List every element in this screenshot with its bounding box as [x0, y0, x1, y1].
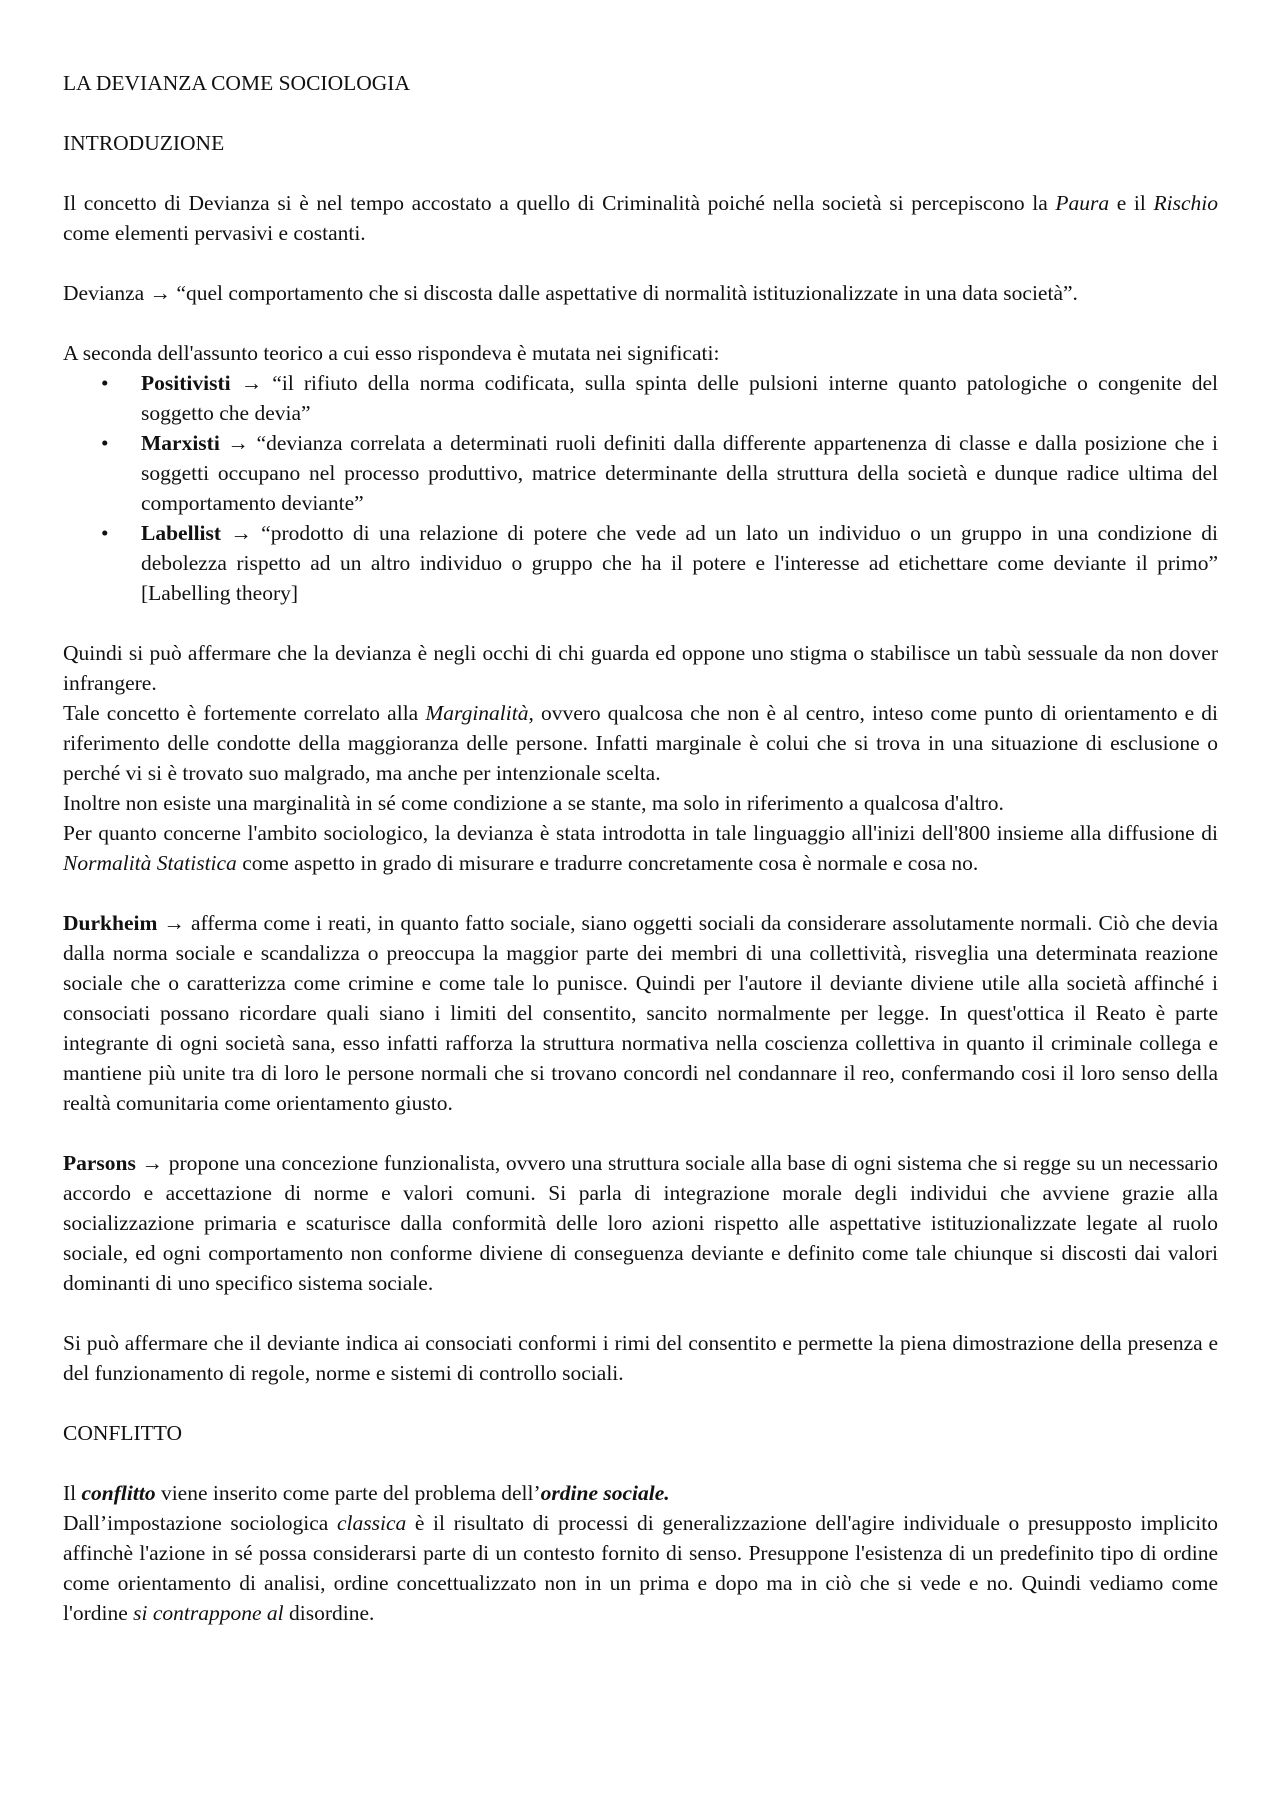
bullet-icon: • — [101, 431, 109, 455]
author-name-parsons: Parsons — [63, 1151, 136, 1175]
list-item-text: → “devianza correlata a determinati ruoli definiti dalla differente appartenenza di classe e dalla posizione che i soggetti occupano nel processo produttivo, matrice determinante della struttura della società e dunque radice ultima del comportamento deviante” — [141, 431, 1218, 515]
italic-term-classica: classica — [336, 1511, 407, 1535]
text-run: Il — [63, 1481, 82, 1505]
paragraph-impostazione-classica — [63, 1508, 1218, 1628]
text-run: → propone una concezione funzionalista, ovvero una struttura sociale alla base di ogni sistema che si regge su un necessario accordo e accettazione di norme e valori comuni. Si parla di integrazione morale degli individui che avviene grazie alla socializzazione primaria e scaturisce dalla conformità delle loro azioni rispetto alle aspettative istituzionalizzate legate al ruolo sociale, ed ogni comportamento non conforme diviene di conseguenza deviante e definito come tale chiunque si discosti dai valori dominanti di uno specifico sistema sociale. — [63, 1151, 1218, 1295]
paragraph-intro — [63, 188, 1218, 248]
paragraph-ambito-sociologico — [63, 818, 1218, 878]
paragraph-conflitto-intro — [63, 1478, 1218, 1508]
text-run: e il — [1109, 191, 1154, 215]
bold-italic-term-conflitto: conflitto — [81, 1481, 156, 1505]
text-run: Dall’impostazione sociologica — [63, 1511, 337, 1535]
text-run: , ovvero qualcosa che non è al centro, inteso come punto di orientamento e di riferimento delle condotte della maggioranza delle persone. Infatti marginale è colui che si trova in una situazione di esclusione o perché vi si è trovato suo malgrado, ma anche per intenzionale scelta. — [63, 701, 1219, 785]
list-item-marxisti — [63, 428, 1218, 518]
list-item-text: → “il rifiuto della norma codificata, sulla spinta delle pulsioni interne quanto patologiche o congenite del soggetto che devia” — [141, 371, 1218, 425]
bullet-list-theories — [63, 368, 1218, 608]
list-item-text: → “prodotto di una relazione di potere che vede ad un lato un individuo o un gruppo in una condizione di debolezza rispetto ad un altro individuo o gruppo che ha il potere e l'interesse ad etichettare come deviante il primo” [Labelling theory] — [141, 521, 1218, 605]
spacer — [63, 1448, 1218, 1478]
list-item-term: Labellist — [141, 521, 222, 545]
section-heading-introduzione: INTRODUZIONE — [63, 131, 225, 155]
spacer — [63, 308, 1218, 338]
spacer — [63, 158, 1218, 188]
italic-term-marginalita: Marginalità — [425, 701, 529, 725]
text-run: → afferma come i reati, in quanto fatto sociale, siano oggetti sociali da considerare assolutamente normali. Ciò che devia dalla norma sociale e scandalizza o preoccupa la maggior parte dei membri di una collettività, risveglia una determinata reazione sociale che o caratterizza come crimine e come tale lo punisce. Quindi per l'autore il deviante diviene utile alla società affinché i consociati possano ricordare quali siano i limiti del consentito, sancito normalmente per legge. In quest'ottica il Reato è parte integrante di ogni società sana, esso infatti rafforza la struttura normativa nella coscienza collettiva in quanto il criminale collega e mantiene più unite tra di loro le persone normali che si trovano concordi nel condannare il reo, confermando cosi il loro senso della realtà comunitaria come orientamento giusto. — [63, 911, 1218, 1115]
paragraph-parsons — [63, 1148, 1218, 1298]
paragraph-devianza-definition: Devianza → “quel comportamento che si discosta dalle aspettative di normalità istituzionalizzate in una data società”. — [63, 281, 1078, 305]
spacer — [63, 878, 1218, 908]
italic-phrase-si-contrappone: si contrappone al — [133, 1601, 284, 1625]
list-item-term: Marxisti — [141, 431, 220, 455]
italic-term-rischio: Rischio — [1153, 191, 1218, 215]
text-run: Il concetto di Devianza si è nel tempo accostato a quello di Criminalità poiché nella società si percepiscono la — [63, 191, 1056, 215]
text-run: disordine. — [283, 1601, 375, 1625]
spacer — [63, 248, 1218, 278]
document-title: LA DEVIANZA COME SOCIOLOGIA — [63, 71, 410, 95]
text-run: viene inserito come parte del problema dell’ — [155, 1481, 541, 1505]
paragraph-durkheim — [63, 908, 1218, 1118]
text-run: Per quanto concerne l'ambito sociologico, la devianza è stata introdotta in tale linguaggio all'inizi dell'800 insieme alla diffusione di — [63, 821, 1218, 845]
italic-term-normalita-statistica: Normalità Statistica — [63, 851, 237, 875]
list-item-positivisti — [63, 368, 1218, 428]
paragraph-marginalita-relative: Inoltre non esiste una marginalità in sé come condizione a se stante, ma solo in riferimento a qualcosa d'altro. — [63, 791, 1004, 815]
spacer — [63, 1298, 1218, 1328]
paragraph-marginalita — [63, 698, 1218, 788]
text-run: è il risultato di processi di generalizzazione dell'agire individuale o presupposto implicito affinchè l'azione in sé possa considerarsi parte di un contesto fornito di senso. Presuppone l'esistenza di un predefinito tipo di ordine come orientamento di analisi, ordine concettualizzato non in un prima e dopo ma in ciò che si vede e no. Quindi vediamo come l'ordine — [63, 1511, 1218, 1625]
bullet-icon: • — [101, 371, 109, 395]
spacer — [63, 98, 1218, 128]
paragraph-conclusion: Si può affermare che il deviante indica ai consociati conformi i rimi del consentito e permette la piena dimostrazione della presenza e del funzionamento di regole, norme e sistemi di controllo sociali. — [63, 1331, 1218, 1385]
italic-term-paura: Paura — [1055, 191, 1110, 215]
list-item-term: Positivisti — [141, 371, 231, 395]
text-run: come aspetto in grado di misurare e tradurre concretamente cosa è normale e cosa no. — [236, 851, 979, 875]
list-item-labellist — [63, 518, 1218, 608]
section-heading-conflitto: CONFLITTO — [63, 1421, 183, 1445]
bullet-icon: • — [101, 521, 109, 545]
author-name-durkheim: Durkheim — [63, 911, 158, 935]
spacer — [63, 608, 1218, 638]
text-run: Tale concetto è fortemente correlato alla — [63, 701, 426, 725]
spacer — [63, 1118, 1218, 1148]
text-run: come elementi pervasivi e costanti. — [63, 221, 366, 245]
paragraph-lead-in: A seconda dell'assunto teorico a cui esso rispondeva è mutata nei significati: — [63, 341, 720, 365]
bold-italic-term-ordine-sociale: ordine sociale. — [540, 1481, 670, 1505]
paragraph-stigma: Quindi si può affermare che la devianza è negli occhi di chi guarda ed oppone uno stigma o stabilisce un tabù sessuale da non dover infrangere. — [63, 641, 1218, 695]
spacer — [63, 1388, 1218, 1418]
